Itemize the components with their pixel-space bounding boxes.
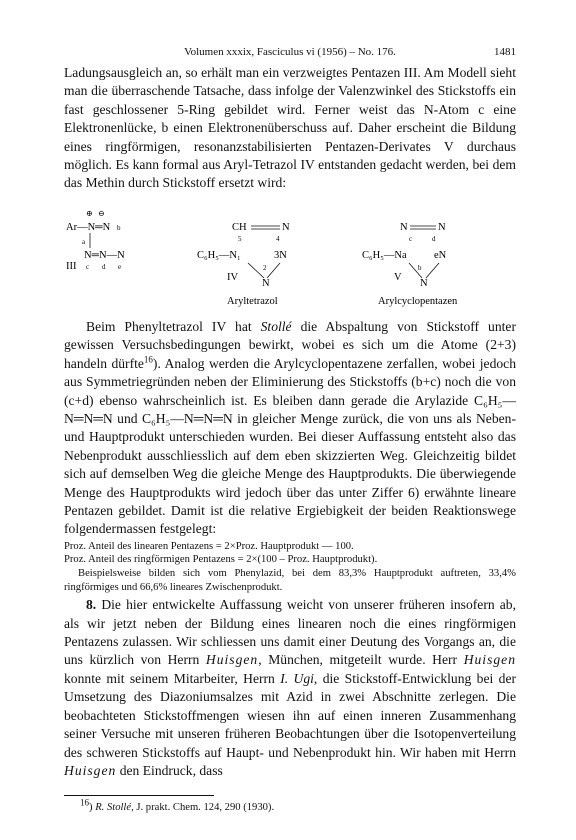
footnote-ref: 16 [143,354,153,365]
s5-label-c: c [409,235,413,243]
s4-caption: Aryltetrazol [227,296,278,307]
text-run: den Eindruck, dass [116,762,223,778]
text-run: ). Analog werden die Arylcyclopentazene zerfallen, wobei jedoch aus Symmetriegründen neben der Eliminierung des Stickstoffs (b+c) noch die von (c+d) ebenso wahrscheinlich ist. Es bleiben dann gerade die Arylazide C₆H₅—N═N═N und C₆H₅—N═N═N in gleicher Menge zurück, die von uns als Neben- und Hauptprodukt unterschieden wurden. Bei dieser Auffassung entsteht also das Nebenprodukt ausschliesslich auf dem eben skizzierten Weg. Gleichzeitig bildet sich auf demselben Weg die gleiche Menge des Hauptprodukts. Die überwiegende Menge des Hauptprodukts wird jedoch über das unter Ziffer 6) erwähnte lineare Pentazen gebildet. Damit ist die relative Ergiebigkeit der beiden Reaktionswege folgendermassen festgelegt: [64,355,516,537]
page-number: 1481 [494,46,516,58]
s4-n-right: N [282,222,290,233]
paragraph-stolle [64,318,516,780]
s5-roman-label: V [394,272,402,283]
journal-citation: Volumen xxxix, Fasciculus vi (1956) – No. 176. [184,46,396,58]
s3-label-c: c [86,263,90,271]
structure-iv [197,222,290,307]
charge-plus-icon: ⊕ [86,209,93,218]
s3-label-e: e [118,263,122,271]
paragraph-text: Ladungsausgleich an, so erhält man ein verzweigtes Pentazen III. Am Modell sieht man die überraschende Tatsache, dass infolge der Valenzwinkel des Stickstoffs ein fast geschlossener 5-Ring gebildet wird. Ferner weist das N-Atom c eine Elektronenlücke, b einen Elektronenüberschuss auf. Daher erscheint die Bildung eines ringförmigen, resonanzstabilisierten Pentazen-Derivates V durchaus möglich. Es kann formal aus Aryl-Tetrazol IV entstanden gedacht werden, bei dem das Methin durch Stickstoff ersetzt wird: [64,65,516,191]
text-run: die Abspaltung von Stickstoff unter gewissen Versuchsbedingungen bewirkt, wobei es sich um die Atome (2+3) handeln dürfte [64,319,516,371]
text-run: Die hier entwickelte Auffassung weicht von unserer früheren insofern ab, als wir jetzt neben der Bildung eines linearen noch die eines ringförmigen Pentazens zulassen. Wir schliessen uns damit einer Deutung des Vorgangs an, die uns kürzlich von Herrn [64,597,516,668]
structure-figure [64,208,516,308]
person-name: I. Ugi [280,670,314,686]
s4-ch: CH [232,222,247,233]
s4-pos-2: 2 [263,264,267,272]
s5-label-d: d [432,235,436,243]
formula-ring: Proz. Anteil des ringförmigen Pentazens = 2×(100 – Proz. Hauptprodukt). [64,554,378,566]
s4-pos-5: 5 [238,235,242,243]
charge-minus-icon: ⊖ [98,209,105,218]
footnote-author: R. Stollé [95,802,132,813]
person-name: Huisgen [64,762,117,778]
s3-label-d: d [102,263,106,271]
person-name: Huisgen [463,652,516,668]
formula-linear: Proz. Anteil des linearen Pentazens = 2×Proz. Hauptprodukt — 100. [64,540,354,552]
s5-en: eN [434,250,447,261]
footnote-text: , J. prakt. Chem. 124, 290 (1930). [131,802,275,813]
text-run: , München, mitgeteilt wurde. Herr [258,652,464,668]
example-note: Beispielsweise bilden sich vom Phenylazid, bei dem 83,3% Hauptprodukt auftreten, 33,4% ringförmiges und 66,6% lineares Zwischenprodukt. [64,568,516,593]
s3-label-a: a [82,238,86,246]
s4-pos-4: 4 [276,235,280,243]
bond-line [426,263,439,278]
paragraph-pentazen [64,64,516,193]
footnote-number: 16 [80,797,89,808]
s5-phenyl: C₆H₅—Na [362,250,407,261]
author-name: Stollé [260,319,292,334]
s4-3n: 3N [274,250,287,261]
s4-phenyl: C₆H₅—N₁ [197,250,241,261]
s5-label-b: b [418,264,422,272]
footnote-divider [64,795,214,796]
section-number: 8. [86,597,97,613]
bond-line [267,263,280,278]
person-name: Huisgen [205,652,259,668]
structure-iii [66,209,125,272]
footnote: $^{16}$) R. Stollé, J. prakt. Chem. 124, 290 (1930). [80,797,275,813]
chemical-structures [64,208,516,308]
s5-n-left: N [400,222,408,233]
text-run: Beim Phenyltetrazol IV hat [86,319,261,334]
paragraph-text [64,318,516,539]
section-8 [64,596,516,780]
s3-label-b: b [117,224,121,232]
s4-roman-label: IV [227,272,239,283]
structure-v [362,222,458,307]
bond-line [248,263,264,278]
s5-n-right: N [438,222,446,233]
text-run: konnte mit seinem Mitarbeiter, Herrn [64,670,281,686]
s3-aryl: Ar—N═N [66,222,111,233]
s3-roman-label: III [66,261,77,272]
s4-n-bottom: N [262,278,270,289]
s5-caption: Arylcyclopentazen [378,296,458,307]
s3-chain: N═N—N [84,250,125,261]
text-run: , die Stickstoff-Entwicklung bei der Umsetzung des Diazoniumsalzes mit Azid in zwei Abschnitte zerlegen. Die beobachteten Stickstoffmengen wiesen ihn auf einen inneren Zusammenhang seiner Versuche mit unseren früheren Beobachtungen über die Isotopenverteilung des schweren Stickstoffs auf Haupt- und Nebenprodukt hin. Wir haben mit Herrn [64,670,517,760]
s5-n-bottom: N [420,278,428,289]
